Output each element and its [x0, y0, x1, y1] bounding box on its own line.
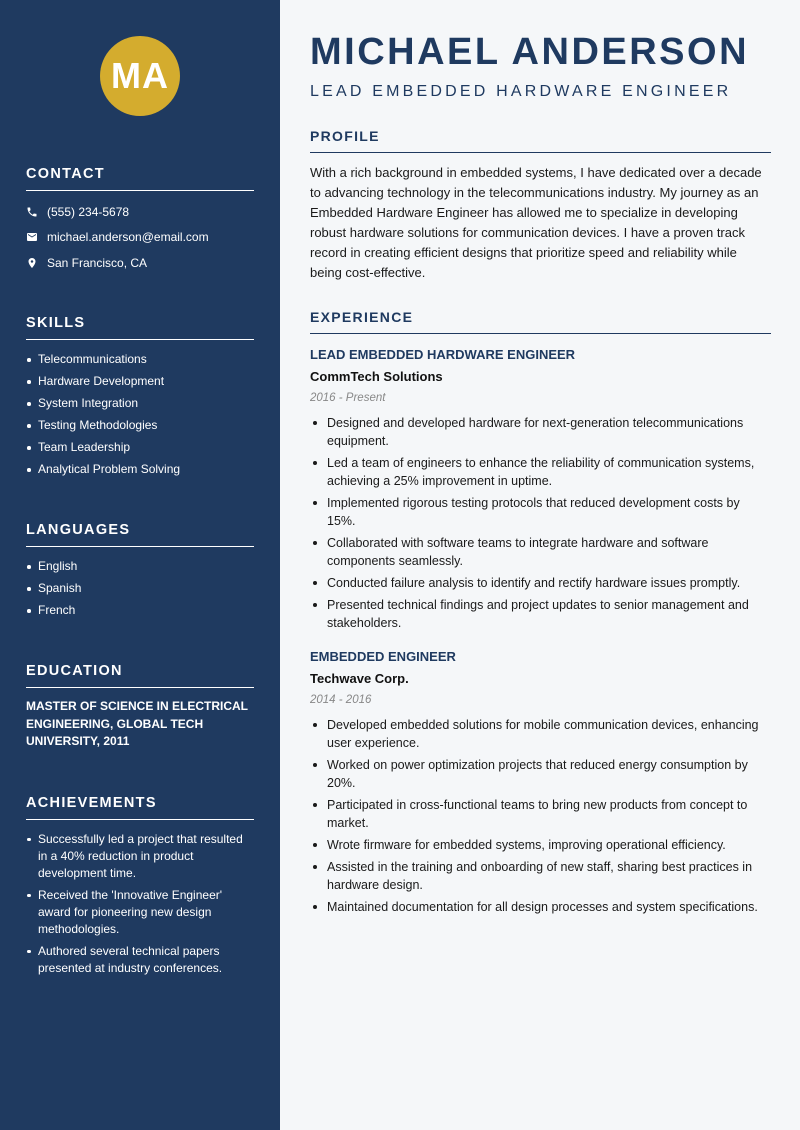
skill-item: System Integration [26, 395, 254, 412]
achievement-item: Successfully led a project that resulted in a 40% reduction in product development time. [26, 831, 254, 882]
profile-text: With a rich background in embedded systems, I have dedicated over a decade to advancing technology in the telecommunications industry. My journey as an Embedded Hardware Engineer has allowed me to specialize in developing robust hardware solutions for communication devices. I have a proven track record in creating efficient designs that prioritize speed and reliability while being cost-effective. [310, 165, 762, 280]
job-bullet-list [310, 414, 771, 632]
job-bullet: Developed embedded solutions for mobile communication devices, enhancing user experience. [310, 716, 771, 752]
contact-location [26, 254, 254, 271]
candidate-title: LEAD EMBEDDED HARDWARE ENGINEER [310, 83, 732, 100]
achievements-section [26, 795, 254, 977]
achievement-item: Authored several technical papers presented at industry conferences. [26, 943, 254, 977]
education-section [26, 663, 254, 751]
location-text: San Francisco, CA [47, 255, 148, 270]
skill-item: Analytical Problem Solving [26, 461, 254, 478]
job-bullet: Wrote firmware for embedded systems, improving operational efficiency. [310, 836, 771, 854]
language-item: French [26, 602, 254, 619]
job-bullet: Collaborated with software teams to integrate hardware and software components seamlessly. [310, 534, 771, 570]
languages-heading: LANGUAGES [26, 522, 254, 547]
job-dates: 2016 - Present [310, 392, 386, 404]
achievements-list [26, 831, 254, 977]
job-bullet: Designed and developed hardware for next-generation telecommunications equipment. [310, 414, 771, 450]
skill-item: Team Leadership [26, 439, 254, 456]
language-item: English [26, 558, 254, 575]
main-content [280, 0, 800, 1130]
experience-heading: EXPERIENCE [310, 309, 771, 334]
skill-item: Hardware Development [26, 373, 254, 390]
candidate-name: MICHAEL ANDERSON [310, 31, 750, 73]
contact-heading: CONTACT [26, 166, 254, 191]
language-item: Spanish [26, 580, 254, 597]
job-bullet: Maintained documentation for all design processes and system specifications. [310, 898, 771, 916]
email-text: michael.anderson@email.com [47, 230, 209, 244]
skill-item: Testing Methodologies [26, 417, 254, 434]
job-title: EMBEDDED ENGINEER [310, 649, 456, 664]
job-entry [310, 648, 771, 916]
job-bullet: Participated in cross-functional teams to bring new products from concept to market. [310, 796, 771, 832]
job-bullet: Assisted in the training and onboarding of new staff, sharing best practices in hardware design. [310, 858, 771, 894]
job-dates: 2014 - 2016 [310, 694, 372, 706]
skills-list [26, 351, 254, 478]
contact-email [26, 229, 254, 246]
skills-section [26, 315, 254, 478]
job-company: CommTech Solutions [310, 369, 443, 384]
mail-icon [26, 231, 38, 243]
job-bullet: Implemented rigorous testing protocols that reduced development costs by 15%. [310, 494, 771, 530]
contact-section [26, 166, 254, 271]
languages-section [26, 522, 254, 619]
location-pin-icon [26, 257, 38, 269]
avatar-initials: MA [100, 36, 180, 116]
skill-item: Telecommunications [26, 351, 254, 368]
achievements-heading: ACHIEVEMENTS [26, 795, 254, 820]
job-bullet: Worked on power optimization projects that reduced energy consumption by 20%. [310, 756, 771, 792]
achievement-item: Received the 'Innovative Engineer' award for pioneering new design methodologies. [26, 887, 254, 938]
job-bullet: Conducted failure analysis to identify and rectify hardware issues promptly. [310, 574, 771, 592]
sidebar [0, 0, 280, 1130]
job-entry [310, 346, 771, 632]
contact-list [26, 203, 254, 271]
job-bullet: Led a team of engineers to enhance the reliability of communication systems, achieving a 25% improvement in uptime. [310, 454, 771, 490]
job-bullet-list [310, 716, 771, 916]
profile-heading: PROFILE [310, 128, 771, 153]
job-bullet: Presented technical findings and project updates to senior management and stakeholders. [310, 596, 771, 632]
job-company: Techwave Corp. [310, 671, 409, 686]
phone-icon [26, 206, 38, 218]
education-entry: MASTER OF SCIENCE IN ELECTRICAL ENGINEERING, GLOBAL TECH UNIVERSITY, 2011 [26, 699, 248, 748]
skills-heading: SKILLS [26, 315, 254, 340]
phone-text: (555) 234-5678 [47, 204, 130, 219]
contact-phone [26, 203, 254, 220]
education-heading: EDUCATION [26, 663, 254, 688]
job-title: LEAD EMBEDDED HARDWARE ENGINEER [310, 347, 576, 362]
languages-list [26, 558, 254, 619]
